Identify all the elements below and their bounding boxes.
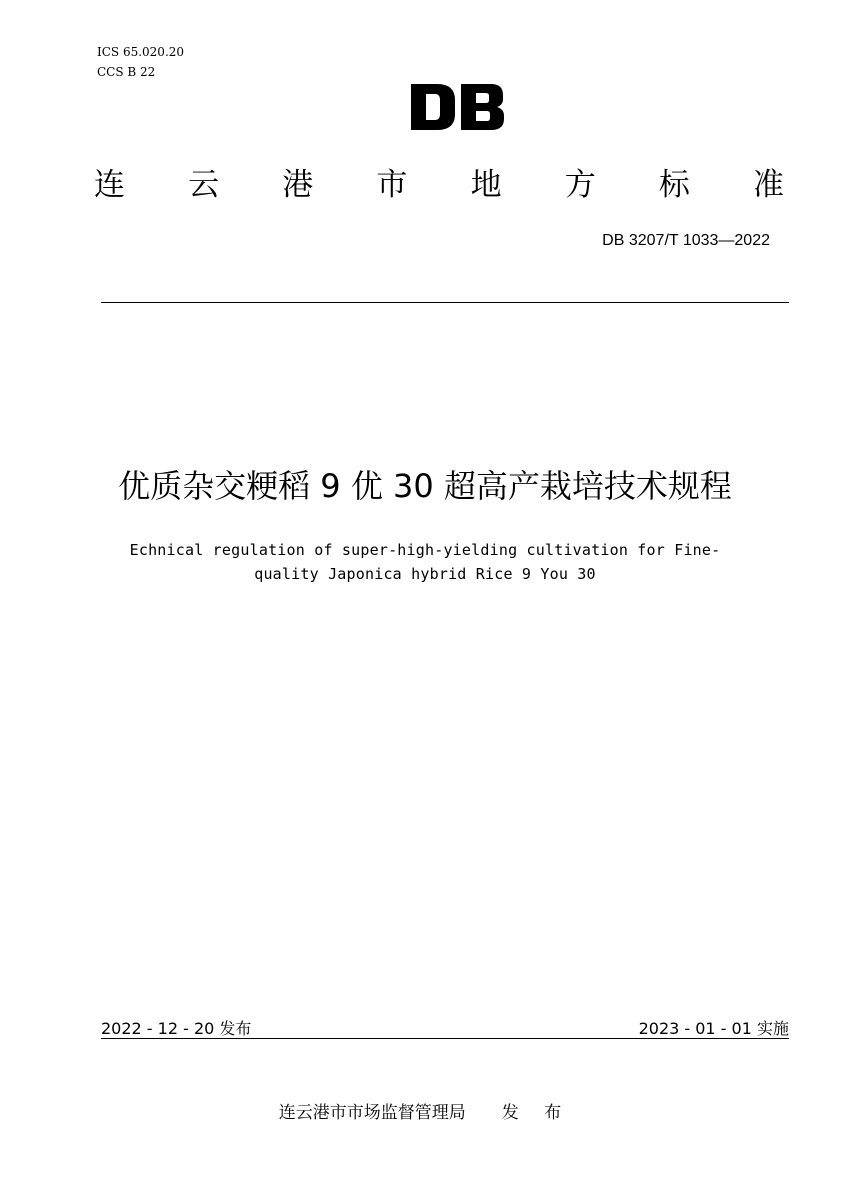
standard-type-char: 市: [376, 167, 408, 203]
standard-type-char: 方: [564, 167, 596, 203]
standard-number: DB 3207/T 1033—2022: [602, 232, 770, 249]
document-title-zh: 优质杂交粳稻 9 优 30 超高产栽培技术规程: [118, 467, 732, 505]
standard-type-title: [94, 162, 784, 208]
classification-codes: [97, 42, 184, 82]
publisher-line: [0, 1098, 850, 1123]
db-logo: [411, 84, 505, 130]
standard-type-char: 准: [752, 167, 784, 203]
issue-date: 2022 - 12 - 20 发布: [101, 1019, 252, 1038]
standard-type-char: 港: [282, 167, 314, 203]
standard-type-char: 云: [188, 167, 220, 203]
top-divider: [101, 302, 789, 303]
publish-action: 发 布: [501, 1103, 572, 1123]
title-en-line: quality Japonica hybrid Rice 9 You 30: [254, 565, 596, 583]
ics-code: ICS 65.020.20: [97, 45, 185, 59]
bottom-divider: [101, 1038, 789, 1039]
title-en-line: Echnical regulation of super-high-yielding cultivation for Fine-: [129, 541, 721, 559]
document-title-en: [60, 538, 790, 586]
implementation-date: 2023 - 01 - 01 实施: [638, 1019, 789, 1038]
standard-type-char: 标: [658, 167, 690, 203]
standard-type-char: 地: [470, 167, 502, 203]
ccs-code: CCS B 22: [97, 65, 156, 79]
standard-type-char: 连: [94, 167, 125, 203]
publisher-name: 连云港市市场监督管理局: [278, 1103, 466, 1123]
